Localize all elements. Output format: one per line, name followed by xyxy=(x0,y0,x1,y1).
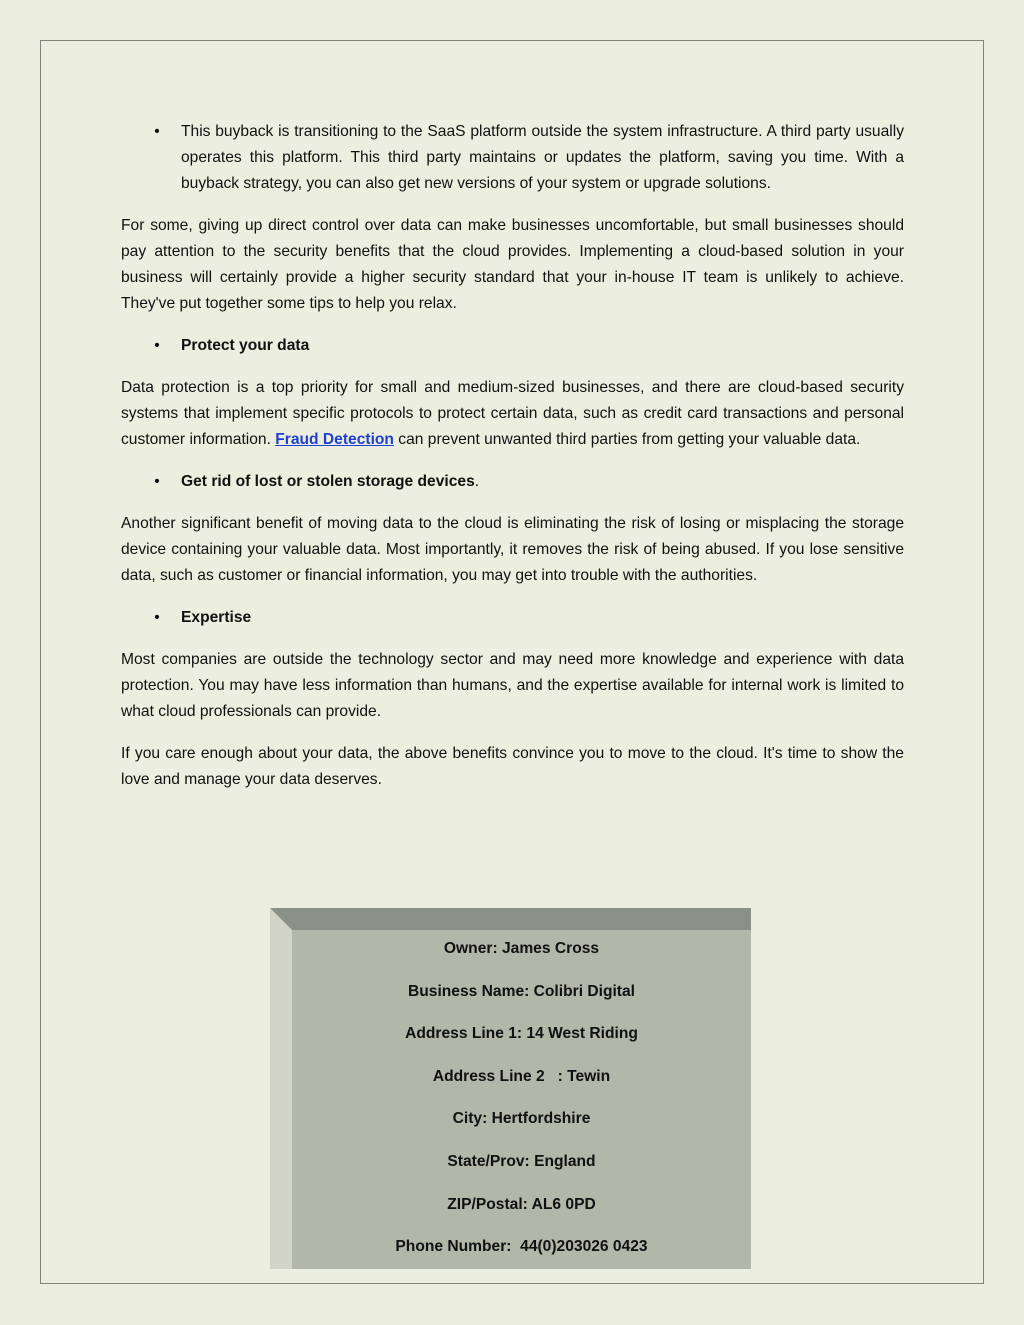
section-heading: Get rid of lost or stolen storage devices xyxy=(181,473,475,490)
bullet-text: This buyback is transitioning to the SaaS platform outside the system infrastructure. A third party usually operates this platform. This third party maintains or updates the platform, saving you time. With a buyback strategy, you can also get new versions of your system or upgrade solutions. xyxy=(181,123,904,192)
paragraph: For some, giving up direct control over data can make businesses uncomfortable, but small businesses should pay attention to the security benefits that the cloud provides. Implementing a cloud-based solution in your business will certainly provide a higher security standard that your in-house IT team is unlikely to achieve. They've put together some tips to help you relax. xyxy=(121,217,904,312)
list-item xyxy=(121,333,904,359)
contact-info xyxy=(270,935,773,1276)
paragraph-text: Data protection is a top priority for small and medium-sized businesses, and there are cloud-based security systems that implement specific protocols to protect certain data, such as credit card transactions and personal customer information. xyxy=(121,379,904,448)
document-body xyxy=(121,119,904,809)
section-heading: Protect your data xyxy=(181,337,310,354)
business-name-text: Business Name: Colibri Digital xyxy=(407,982,636,1000)
bullet-icon: • xyxy=(154,473,160,490)
paragraph: If you care enough about your data, the above benefits convince you to move to the cloud. It's time to show the love and manage your data deserves. xyxy=(121,745,904,788)
owner-text: Owner: James Cross xyxy=(443,940,600,957)
address-line-1-text: Address Line 1: 14 West Riding xyxy=(405,1025,638,1043)
bullet-icon: • xyxy=(154,609,160,626)
address-line-2-text: Address Line 2 : Tewin xyxy=(432,1067,611,1085)
phone-text: Phone Number: 44(0)203026 0423 xyxy=(395,1238,648,1256)
bullet-icon: • xyxy=(154,123,160,140)
city-text: City: Hertfordshire xyxy=(452,1110,591,1128)
list-item xyxy=(121,605,904,631)
list-item xyxy=(121,119,904,197)
paragraph xyxy=(121,375,904,453)
paragraph-text: can prevent unwanted third parties from getting your valuable data. xyxy=(393,431,861,448)
fraud-detection-link[interactable]: Fraud Detection xyxy=(275,431,394,448)
zip-text: ZIP/Postal: AL6 0PD xyxy=(447,1195,596,1213)
contact-box-bevel-top xyxy=(270,908,751,930)
bullet-icon: • xyxy=(154,337,160,354)
paragraph: Most companies are outside the technology sector and may need more knowledge and experience with data protection. You may have less information than humans, and the expertise available for internal work is limited to what cloud professionals can provide. xyxy=(121,651,904,720)
section-heading: Expertise xyxy=(181,609,252,626)
heading-suffix: . xyxy=(474,473,480,490)
list-item xyxy=(121,469,904,495)
state-text: State/Prov: England xyxy=(447,1152,596,1170)
paragraph: Another significant benefit of moving data to the cloud is eliminating the risk of losing or misplacing the storage device containing your valuable data. Most importantly, it removes the risk of being abused. If you lose sensitive data, such as customer or financial information, you may get into trouble with the authorities. xyxy=(121,515,904,584)
